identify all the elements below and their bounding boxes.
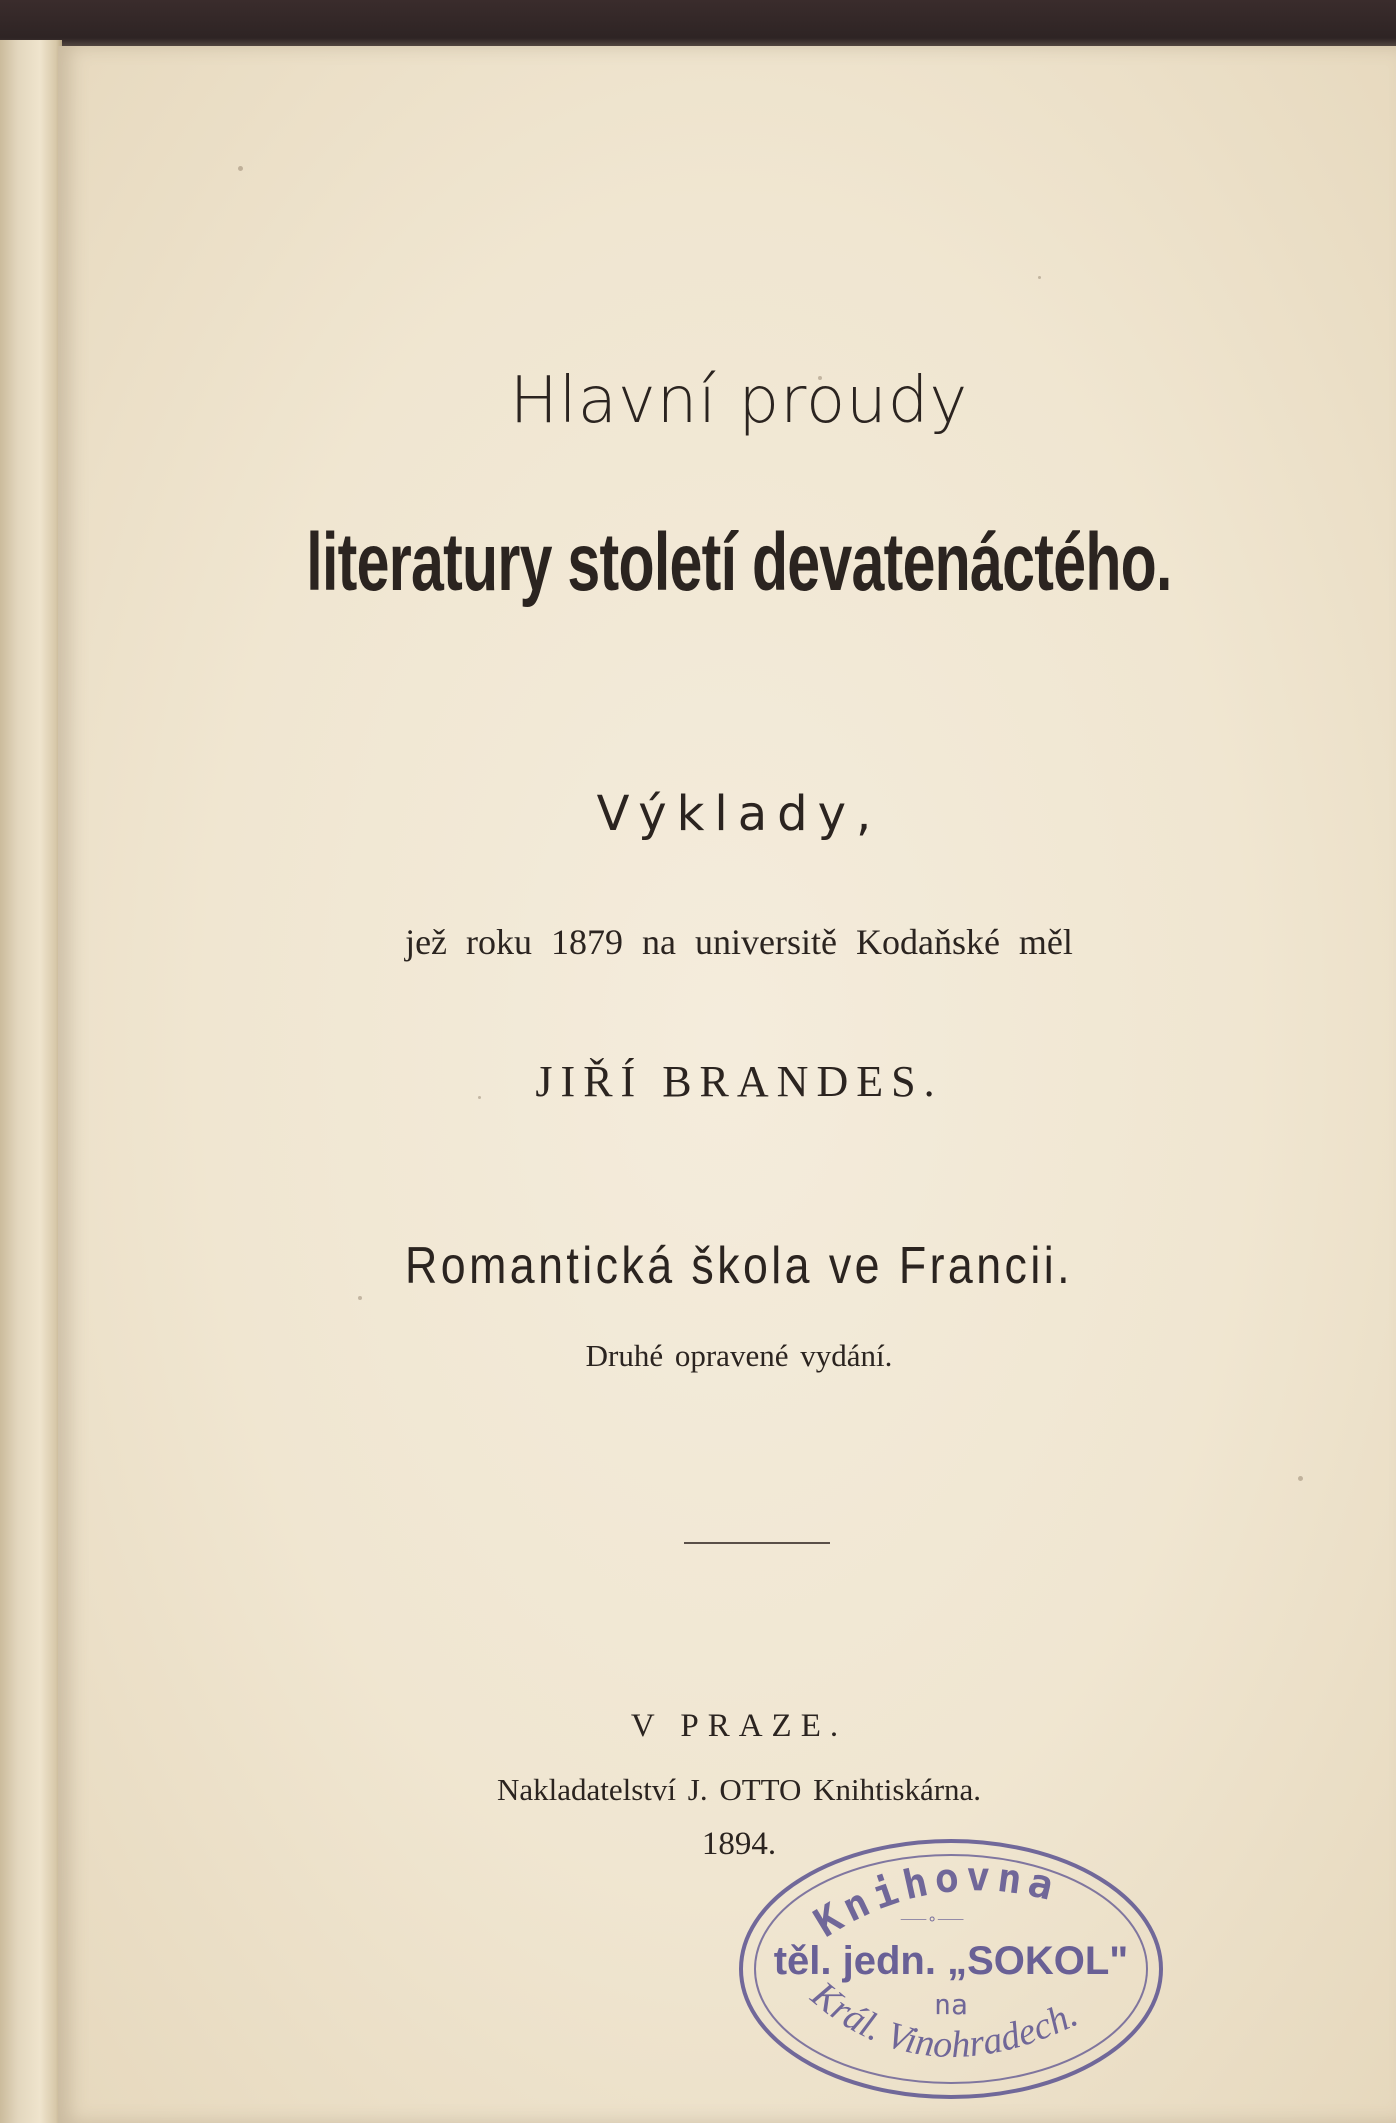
book-spine-edge bbox=[0, 40, 62, 2123]
imprint-year: 1894. bbox=[701, 1826, 777, 1862]
title-line-2: literatury století devatenáctého. bbox=[306, 517, 1172, 608]
imprint-place: V PRAZE. bbox=[630, 1708, 848, 1744]
stamp-line-1: Knihovna bbox=[806, 1854, 1064, 1947]
library-stamp bbox=[734, 1834, 1168, 2104]
divider-rule bbox=[684, 1542, 830, 1544]
volume-subtitle: Romantická škola ve Francii. bbox=[405, 1237, 1073, 1295]
stamp-line-3: na bbox=[934, 1988, 968, 2021]
lecture-note: jež roku 1879 na universitě Kodaňské měl bbox=[405, 922, 1073, 962]
imprint-publisher: Nakladatelství J. OTTO Knihtiskárna. bbox=[496, 1772, 982, 1807]
stamp-ornament: ⸺∘⸺ bbox=[900, 1909, 965, 1928]
stamp-line-2: těl. jedn. „SOKOL" bbox=[773, 1939, 1129, 1983]
title-line-1: Hlavní proudy bbox=[509, 364, 969, 438]
edition-note: Druhé opravené vydání. bbox=[585, 1338, 893, 1373]
stamp-line-4: Král. Vinohradech. bbox=[803, 1973, 1084, 2067]
lectures-heading: Výklady, bbox=[596, 786, 882, 842]
author-name: JIŘÍ BRANDES. bbox=[535, 1057, 943, 1106]
title-page bbox=[58, 46, 1396, 2123]
